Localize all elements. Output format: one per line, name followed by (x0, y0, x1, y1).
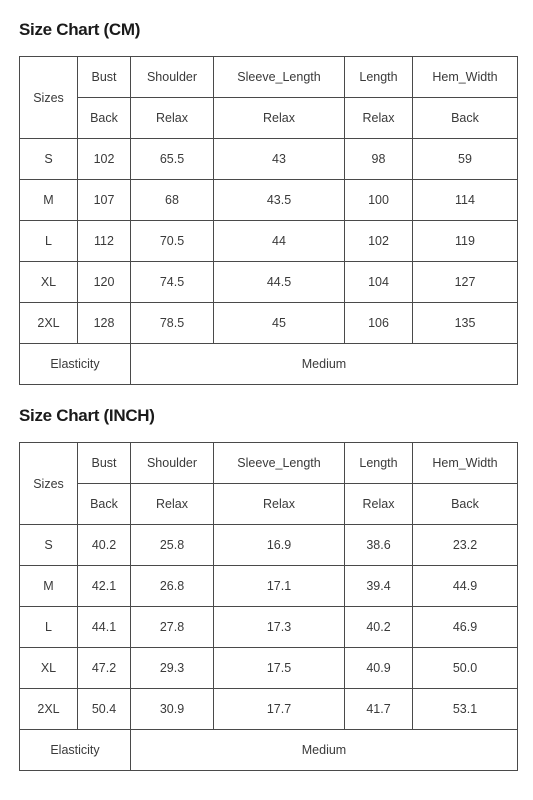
cell-sizes: 2XL (20, 689, 78, 730)
table-row (20, 221, 518, 262)
elasticity-value: Medium (131, 344, 518, 385)
elasticity-value: Medium (131, 730, 518, 771)
table-row (20, 689, 518, 730)
cell-length: 39.4 (345, 566, 413, 607)
elasticity-row (20, 344, 518, 385)
cell-shoulder: 30.9 (131, 689, 214, 730)
cell-shoulder: 68 (131, 180, 214, 221)
cell-hem-width: 53.1 (413, 689, 518, 730)
cell-hem-width: 59 (413, 139, 518, 180)
subheader-bust: Back (78, 98, 131, 139)
cell-sleeve-length: 17.3 (214, 607, 345, 648)
table-row (20, 262, 518, 303)
cell-length: 104 (345, 262, 413, 303)
cell-sizes: S (20, 139, 78, 180)
header-hem-width: Hem_Width (413, 57, 518, 98)
cell-sizes: 2XL (20, 303, 78, 344)
header-sleeve-length: Sleeve_Length (214, 57, 345, 98)
subheader-sleeve-length: Relax (214, 98, 345, 139)
cell-sleeve-length: 17.5 (214, 648, 345, 689)
cell-bust: 47.2 (78, 648, 131, 689)
cell-sleeve-length: 17.1 (214, 566, 345, 607)
cell-bust: 112 (78, 221, 131, 262)
cell-shoulder: 26.8 (131, 566, 214, 607)
cell-bust: 42.1 (78, 566, 131, 607)
size-chart-inch-title: Size Chart (INCH) (19, 406, 155, 425)
table-row (20, 180, 518, 221)
cell-length: 106 (345, 303, 413, 344)
cell-hem-width: 135 (413, 303, 518, 344)
header-hem-width: Hem_Width (413, 443, 518, 484)
table-row (20, 303, 518, 344)
cell-shoulder: 74.5 (131, 262, 214, 303)
cell-length: 98 (345, 139, 413, 180)
cell-hem-width: 44.9 (413, 566, 518, 607)
cell-length: 38.6 (345, 525, 413, 566)
header-row (20, 57, 518, 98)
elasticity-label: Elasticity (20, 344, 131, 385)
cell-sizes: XL (20, 648, 78, 689)
header-sleeve-length: Sleeve_Length (214, 443, 345, 484)
cell-bust: 120 (78, 262, 131, 303)
cell-shoulder: 25.8 (131, 525, 214, 566)
cell-shoulder: 27.8 (131, 607, 214, 648)
cell-sleeve-length: 16.9 (214, 525, 345, 566)
header-length: Length (345, 443, 413, 484)
header-row (20, 443, 518, 484)
cell-shoulder: 70.5 (131, 221, 214, 262)
cell-sleeve-length: 43 (214, 139, 345, 180)
table-row (20, 525, 518, 566)
size-chart-cm-title: Size Chart (CM) (19, 20, 141, 39)
cell-length: 40.2 (345, 607, 413, 648)
cell-bust: 102 (78, 139, 131, 180)
cell-sizes: L (20, 221, 78, 262)
header-shoulder: Shoulder (131, 443, 214, 484)
cell-shoulder: 78.5 (131, 303, 214, 344)
cell-bust: 128 (78, 303, 131, 344)
cell-sizes: M (20, 566, 78, 607)
cell-hem-width: 119 (413, 221, 518, 262)
cell-hem-width: 114 (413, 180, 518, 221)
cell-length: 41.7 (345, 689, 413, 730)
cell-sleeve-length: 17.7 (214, 689, 345, 730)
cell-sleeve-length: 43.5 (214, 180, 345, 221)
header-sizes: Sizes (20, 443, 78, 525)
cell-bust: 44.1 (78, 607, 131, 648)
subheader-shoulder: Relax (131, 98, 214, 139)
cell-length: 40.9 (345, 648, 413, 689)
cell-sizes: S (20, 525, 78, 566)
cell-hem-width: 127 (413, 262, 518, 303)
cell-hem-width: 46.9 (413, 607, 518, 648)
table-row (20, 139, 518, 180)
header-sizes: Sizes (20, 57, 78, 139)
size-chart-cm-table (19, 56, 518, 385)
header-bust: Bust (78, 57, 131, 98)
cell-hem-width: 23.2 (413, 525, 518, 566)
subheader-bust: Back (78, 484, 131, 525)
subheader-row (20, 484, 518, 525)
header-length: Length (345, 57, 413, 98)
subheader-row (20, 98, 518, 139)
subheader-length: Relax (345, 98, 413, 139)
table-row (20, 607, 518, 648)
header-bust: Bust (78, 443, 131, 484)
cell-sizes: XL (20, 262, 78, 303)
cell-bust: 50.4 (78, 689, 131, 730)
cell-sleeve-length: 44 (214, 221, 345, 262)
table-row (20, 566, 518, 607)
cell-bust: 40.2 (78, 525, 131, 566)
subheader-shoulder: Relax (131, 484, 214, 525)
table-row (20, 648, 518, 689)
cell-sleeve-length: 44.5 (214, 262, 345, 303)
subheader-hem-width: Back (413, 484, 518, 525)
cell-bust: 107 (78, 180, 131, 221)
elasticity-row (20, 730, 518, 771)
cell-sizes: M (20, 180, 78, 221)
cell-shoulder: 29.3 (131, 648, 214, 689)
elasticity-label: Elasticity (20, 730, 131, 771)
subheader-sleeve-length: Relax (214, 484, 345, 525)
cell-length: 102 (345, 221, 413, 262)
cell-sizes: L (20, 607, 78, 648)
subheader-length: Relax (345, 484, 413, 525)
size-chart-inch-table (19, 442, 518, 771)
subheader-hem-width: Back (413, 98, 518, 139)
cell-sleeve-length: 45 (214, 303, 345, 344)
cell-hem-width: 50.0 (413, 648, 518, 689)
cell-length: 100 (345, 180, 413, 221)
header-shoulder: Shoulder (131, 57, 214, 98)
cell-shoulder: 65.5 (131, 139, 214, 180)
